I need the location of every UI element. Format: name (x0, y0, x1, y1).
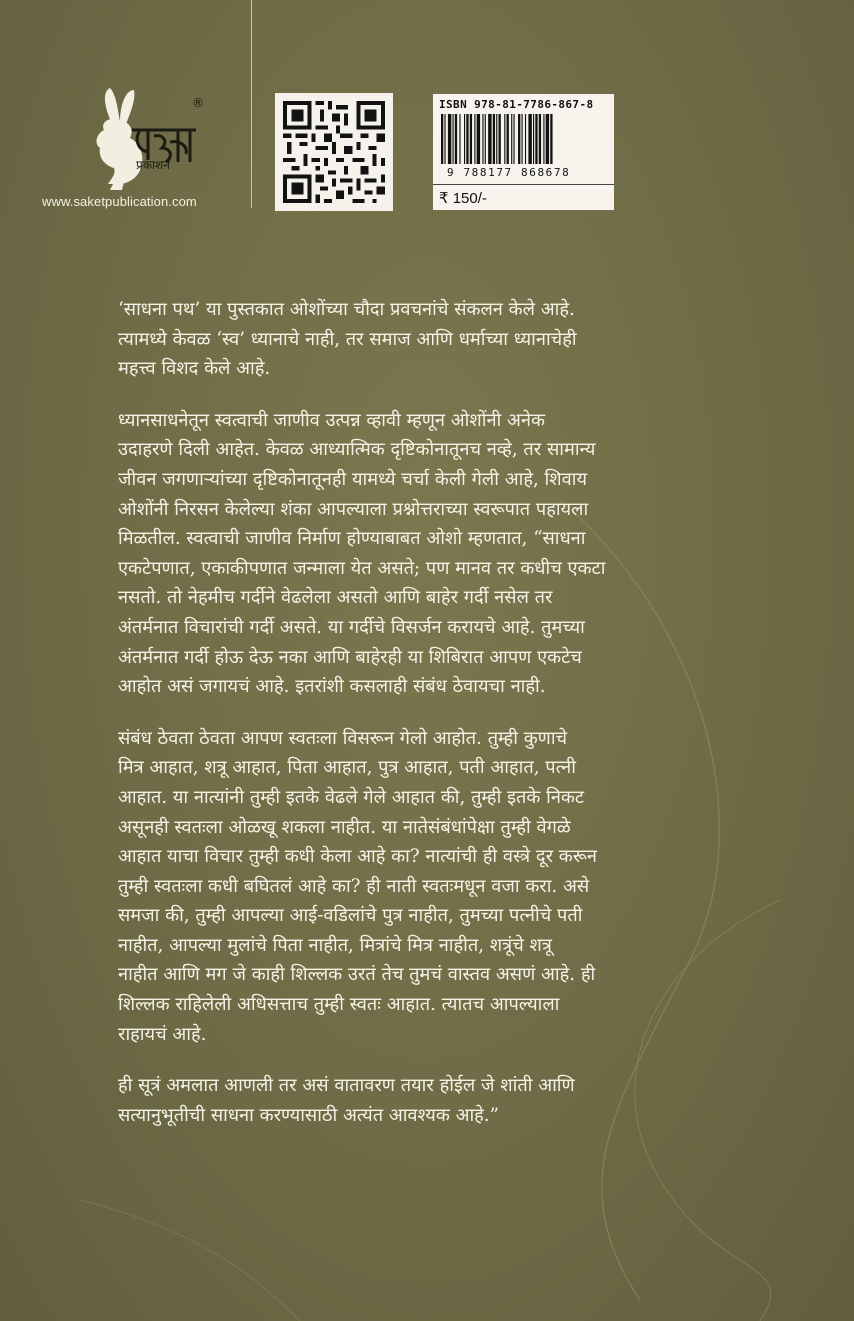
barcode-bar (453, 114, 454, 164)
blurb-line: तुम्ही स्वतःला कधी बघितलं आहे का? ही नाती स्वतःमधून वजा करा. असे (118, 875, 590, 897)
blurb-line: उदाहरणे दिली आहेत. केवळ आध्यात्मिक दृष्टिकोनातूनच नव्हे, तर सामान्य (118, 439, 596, 461)
blurb-line: समजा की, तुम्ही आपल्या आई-वडिलांचे पुत्र नाहीत, तुमच्या पत्नीचे पती (118, 905, 583, 927)
blurb-line: ही सूत्रं अमलात आणली तर असं वातावरण तयार होईल जे शांती आणि (118, 1075, 575, 1097)
barcode-bar (477, 114, 480, 164)
blurb-line: ‘साधना पथ’ या पुस्तकात ओशोंच्या चौदा प्रवचनांचे संकलन केले आहे. (118, 299, 575, 320)
blurb-line: नसतो. तो नेहमीच गर्दीने वेढलेला असतो आणि बाहेर गर्दी नसेल तर (118, 587, 553, 609)
blurb-line: नाहीत, आपल्या मुलांचे पिता नाहीत, मित्रांचे मित्र नाहीत, शत्रूंचे शत्रू (118, 934, 552, 956)
barcode-bar (513, 114, 514, 164)
isbn-barcode-label (433, 94, 614, 210)
barcode-bar (448, 114, 451, 164)
publisher-website: www.saketpublication.com (42, 194, 197, 209)
barcode-bar (444, 114, 445, 164)
header-divider-line (251, 0, 252, 208)
barcode-bar (511, 114, 512, 164)
qr-code-icon (275, 93, 393, 211)
barcode-bar (455, 114, 457, 164)
barcode-icon (441, 114, 606, 166)
blurb-line: सत्यानुभूतीची साधना करण्यासाठी अत्यंत आवश्यक आहे.” (118, 1104, 499, 1126)
blurb-line: मित्र आहात, शत्रू आहात, पिता आहात, पुत्र आहात, पती आहात, पत्नी (118, 757, 576, 779)
blurb-line: असूनही स्वतःला ओळखू शकला नाहीत. या नातेसंबंधांपेक्षा तुम्ही वेगळे (118, 816, 571, 838)
barcode-bar (488, 114, 491, 164)
blurb-line: ध्यानसाधनेतून स्वत्वाची जाणीव उत्पन्न व्हावी म्हणून ओशोंनी अनेक (118, 409, 545, 431)
blurb-line: राहायचं आहे. (118, 1023, 207, 1045)
blurb-line: ओशोंनी निरसन केलेल्या शंका आपल्याला प्रश्नोत्तराच्या स्वरूपात पहायला (118, 498, 589, 520)
blurb-line: नाहीत आणि मग जे काही शिल्लक उरतं तेच तुमचं वास्तव असणं आहे. ही (118, 964, 596, 986)
blurb-line: संबंध ठेवता ठेवता आपण स्वतःला विसरून गेलो आहोत. तुम्ही कुणाचे (118, 727, 568, 749)
barcode-bar (535, 114, 537, 164)
barcode-bar (546, 114, 549, 164)
barcode-bar (507, 114, 509, 164)
price-separator (433, 184, 614, 185)
barcode-bar (459, 114, 460, 164)
blurb-line: आहात. या नात्यांनी तुम्ही इतके वेढले गेले आहात की, तुम्ही इतके निकट (118, 786, 585, 808)
barcode-bar (539, 114, 541, 164)
barcode-bar (504, 114, 505, 164)
rabbit-logo-icon (90, 86, 200, 191)
barcode-bar (528, 114, 531, 164)
blurb-line: शिल्लक राहिलेली अधिसत्ताच तुम्ही स्वतः आहात. त्यातच आपल्याला (118, 994, 560, 1016)
blurb-line: अंतर्मनात विचारांची गर्दी असते. या गर्दीचे विसर्जन करायचे आहे. तुमच्या (118, 616, 585, 638)
back-cover-blurb (118, 295, 778, 1152)
blurb-line: आहात याचा विचार तुम्ही कधी केला आहे का? नात्यांची ही वस्त्रे दूर करून (118, 846, 597, 868)
logo-wordmark-text: साकेत (152, 144, 155, 145)
isbn-number-text: ISBN 978-81-7786-867-8 (439, 98, 594, 111)
logo-subtext: प्रकाशन (136, 158, 170, 172)
blurb-paragraph-1 (118, 295, 778, 384)
barcode-bar (493, 114, 495, 164)
blurb-line: एकटेपणात, एकाकीपणात जन्माला येत असते; पण मानव तर कधीच एकटा (118, 557, 606, 579)
barcode-bar (496, 114, 497, 164)
publisher-logo-block (40, 86, 245, 216)
blurb-line: मिळतील. स्वत्वाची जाणीव निर्माण होण्याबाबत ओशो म्हणतात, “साधना (118, 528, 586, 550)
barcode-bar (543, 114, 544, 164)
book-price: ₹ 150/- (439, 190, 487, 207)
blurb-line: जीवन जगणाऱ्यांच्या दृष्टिकोनातूनही यामध्ये चर्चा केली गेली आहे, शिवाय (118, 468, 587, 490)
blurb-line: आहोत असं जगायचं आहे. इतरांशी कसलाही संबंध ठेवायचा नाही. (118, 676, 546, 698)
barcode-bar (533, 114, 534, 164)
barcode-bar (441, 114, 443, 164)
qr-code-box (275, 93, 393, 211)
barcode-bar (466, 114, 468, 164)
blurb-paragraph-3 (118, 724, 778, 1050)
barcode-bar (522, 114, 523, 164)
barcode-bar (525, 114, 526, 164)
barcode-bar (470, 114, 472, 164)
barcode-bar (482, 114, 483, 164)
registered-trademark-mark: ® (192, 96, 204, 110)
barcode-bar (464, 114, 465, 164)
barcode-bar (474, 114, 475, 164)
barcode-bar (518, 114, 520, 164)
blurb-line: अंतर्मनात गर्दी होऊ देऊ नका आणि बाहेरही या शिबिरात आपण एकटेच (118, 646, 582, 668)
barcode-bar (550, 114, 552, 164)
blurb-paragraph-2 (118, 406, 778, 702)
barcode-bar (499, 114, 501, 164)
barcode-bar (485, 114, 486, 164)
blurb-line: महत्त्व विशद केले आहे. (118, 358, 271, 380)
blurb-line: त्यामध्ये केवळ ‘स्व’ ध्यानाचे नाही, तर समाज आणि धर्माच्या ध्यानाचेही (118, 328, 577, 350)
blurb-paragraph-4 (118, 1071, 778, 1130)
barcode-digits-text: 9 788177 868678 (447, 166, 571, 179)
